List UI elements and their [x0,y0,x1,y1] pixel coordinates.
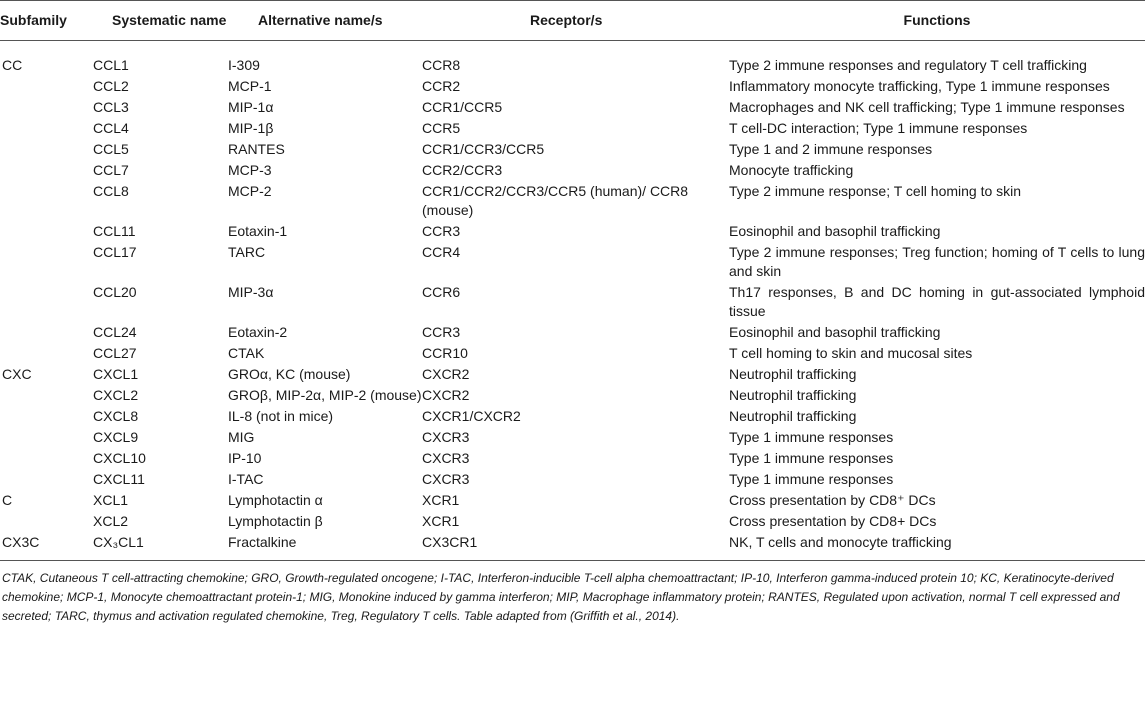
table-row [0,282,1145,322]
systematic-name-cell: CCL3 [93,99,129,115]
header-subfamily: Subfamily [0,1,82,41]
subfamily-cell: CXC [2,366,32,382]
receptor-cell: CXCR3 [422,471,470,487]
systematic-name-cell: XCL1 [93,492,129,508]
subfamily-cell: CX3C [2,534,40,550]
alternative-name-cell: IL-8 (not in mice) [228,408,334,424]
subfamily-cell [0,448,82,469]
function-cell: Macrophages and NK cell trafficking; Type 1 immune responses [729,99,1125,115]
systematic-name-cell: CCL4 [93,120,129,136]
table-row [0,385,1145,406]
systematic-name-cell: CCL24 [93,324,137,340]
table-row [0,97,1145,118]
alternative-name-cell: Lymphotactin β [228,513,323,529]
subfamily-cell [0,322,82,343]
function-cell: Type 1 immune responses [729,471,894,487]
systematic-name-cell: CCL5 [93,141,129,157]
header-alternative-names: Alternative name/s [228,1,422,41]
table-row [0,322,1145,343]
receptor-cell: XCR1 [422,513,460,529]
table-header-row [0,1,1145,41]
alternative-name-cell: MCP-2 [228,183,272,199]
subfamily-cell [0,469,82,490]
table-row [0,427,1145,448]
systematic-name-cell: CXCL8 [93,408,139,424]
subfamily-cell [0,427,82,448]
receptor-cell: CCR10 [422,345,468,361]
header-functions: Functions [729,1,1145,41]
table-row [0,448,1145,469]
receptor-cell: CXCR3 [422,450,470,466]
function-cell: Neutrophil trafficking [729,408,857,424]
table-row [0,139,1145,160]
function-cell: Type 1 immune responses [729,450,894,466]
alternative-name-cell: Eotaxin-1 [228,223,288,239]
alternative-name-cell: I-309 [228,57,260,73]
receptor-cell: CCR5 [422,120,461,136]
alternative-name-cell: GROα, KC (mouse) [228,366,351,382]
alternative-name-cell: MCP-3 [228,162,272,178]
alternative-name-cell: MIG [228,429,255,445]
alternative-name-cell: CTAK [228,345,265,361]
function-cell: Neutrophil trafficking [729,387,857,403]
alternative-name-cell: IP-10 [228,450,262,466]
function-cell: Type 2 immune responses; Treg function; homing of T cells to lung and skin [729,244,1145,279]
subfamily-cell [0,76,82,97]
systematic-name-cell: CCL20 [93,284,137,300]
function-cell: Cross presentation by CD8⁺ DCs [729,492,936,508]
receptor-cell: CXCR2 [422,387,470,403]
table-row [0,343,1145,364]
alternative-name-cell: MCP-1 [228,78,272,94]
alternative-name-cell: Eotaxin-2 [228,324,288,340]
function-cell: Inflammatory monocyte trafficking, Type 1 immune responses [729,78,1110,94]
table-row [0,118,1145,139]
table-body [0,41,1145,561]
alternative-name-cell: Fractalkine [228,534,297,550]
receptor-cell: CCR8 [422,57,461,73]
receptor-cell: CX3CR1 [422,534,478,550]
receptor-cell: CCR2/CCR3 [422,162,503,178]
function-cell: T cell-DC interaction; Type 1 immune responses [729,120,1028,136]
function-cell: Eosinophil and basophil trafficking [729,223,941,239]
receptor-cell: CCR2 [422,78,461,94]
alternative-name-cell: TARC [228,244,266,260]
receptor-cell: CCR3 [422,324,461,340]
function-cell: Type 1 and 2 immune responses [729,141,933,157]
subfamily-cell [0,511,82,532]
function-cell: Neutrophil trafficking [729,366,857,382]
subfamily-cell [0,139,82,160]
alternative-name-cell: MIP-1β [228,120,274,136]
subfamily-cell: C [2,492,13,508]
systematic-name-cell: CCL11 [93,223,136,239]
receptor-cell: CCR1/CCR2/CCR3/CCR5 (human)/ CCR8 (mouse) [422,183,689,218]
alternative-name-cell: Lymphotactin α [228,492,323,508]
systematic-name-cell: CXCL2 [93,387,139,403]
table-row [0,406,1145,427]
table-row [0,490,1145,511]
table-row [0,181,1145,221]
systematic-name-cell: CCL17 [93,244,137,260]
table-row [0,469,1145,490]
table-row [0,364,1145,385]
systematic-name-cell: CXCL1 [93,366,139,382]
function-cell: Monocyte trafficking [729,162,854,178]
subfamily-cell [0,118,82,139]
receptor-cell: XCR1 [422,492,460,508]
alternative-name-cell: GROβ, MIP-2α, MIP-2 (mouse) [228,387,422,403]
systematic-name-cell: CX₃CL1 [93,534,144,550]
subfamily-cell [0,282,82,322]
table-footnote: CTAK, Cutaneous T cell-attracting chemokine; GRO, Growth-regulated oncogene; I-TAC, Interferon-inducible T-cell alpha chemoattractant; IP-10, Interferon gamma-induced protein 10; KC, Keratinocyte-derived chemokine; MCP-1, Monocyte chemoattractant protein-1; MIG, Monokine induced by gamma interferon; MIP, Macrophage inflammatory protein; RANTES, Regulated upon activation, normal T cell expressed and secreted; TARC, thymus and activation regulated chemokine, Treg, Regulatory T cells. Table adapted from (Griffith et al., 2014). [2,571,1120,623]
function-cell: Cross presentation by CD8+ DCs [729,513,937,529]
subfamily-cell [0,181,82,221]
subfamily-cell [0,160,82,181]
subfamily-cell: CC [2,57,23,73]
function-cell: Type 1 immune responses [729,429,894,445]
subfamily-cell [0,97,82,118]
receptor-cell: CCR6 [422,284,461,300]
function-cell: Eosinophil and basophil trafficking [729,324,941,340]
subfamily-cell [0,242,82,282]
receptor-cell: CXCR2 [422,366,470,382]
systematic-name-cell: CCL8 [93,183,129,199]
systematic-name-cell: CXCL10 [93,450,146,466]
table-row [0,242,1145,282]
table-row [0,41,1145,77]
systematic-name-cell: CXCL9 [93,429,139,445]
receptor-cell: CCR1/CCR5 [422,99,503,115]
header-receptors: Receptor/s [422,1,729,41]
alternative-name-cell: MIP-1α [228,99,274,115]
alternative-name-cell: MIP-3α [228,284,274,300]
function-cell: Th17 responses, B and DC homing in gut-associated lymphoid tissue [729,284,1145,319]
table-row [0,160,1145,181]
function-cell: Type 2 immune responses and regulatory T cell trafficking [729,57,1087,73]
receptor-cell: CCR4 [422,244,461,260]
subfamily-cell [0,406,82,427]
table-row [0,76,1145,97]
table-row [0,511,1145,532]
systematic-name-cell: CCL27 [93,345,137,361]
subfamily-cell [0,385,82,406]
table-row [0,532,1145,561]
table-row [0,221,1145,242]
systematic-name-cell: CCL1 [93,57,129,73]
systematic-name-cell: CCL2 [93,78,129,94]
receptor-cell: CXCR1/CXCR2 [422,408,521,424]
header-systematic-name: Systematic name [82,1,228,41]
alternative-name-cell: RANTES [228,141,285,157]
receptor-cell: CXCR3 [422,429,470,445]
subfamily-cell [0,221,82,242]
function-cell: Type 2 immune response; T cell homing to skin [729,183,1022,199]
receptor-cell: CCR3 [422,223,461,239]
subfamily-cell [0,343,82,364]
systematic-name-cell: CCL7 [93,162,129,178]
receptor-cell: CCR1/CCR3/CCR5 [422,141,545,157]
systematic-name-cell: CXCL11 [93,471,145,487]
alternative-name-cell: I-TAC [228,471,264,487]
function-cell: NK, T cells and monocyte trafficking [729,534,952,550]
systematic-name-cell: XCL2 [93,513,129,529]
function-cell: T cell homing to skin and mucosal sites [729,345,973,361]
